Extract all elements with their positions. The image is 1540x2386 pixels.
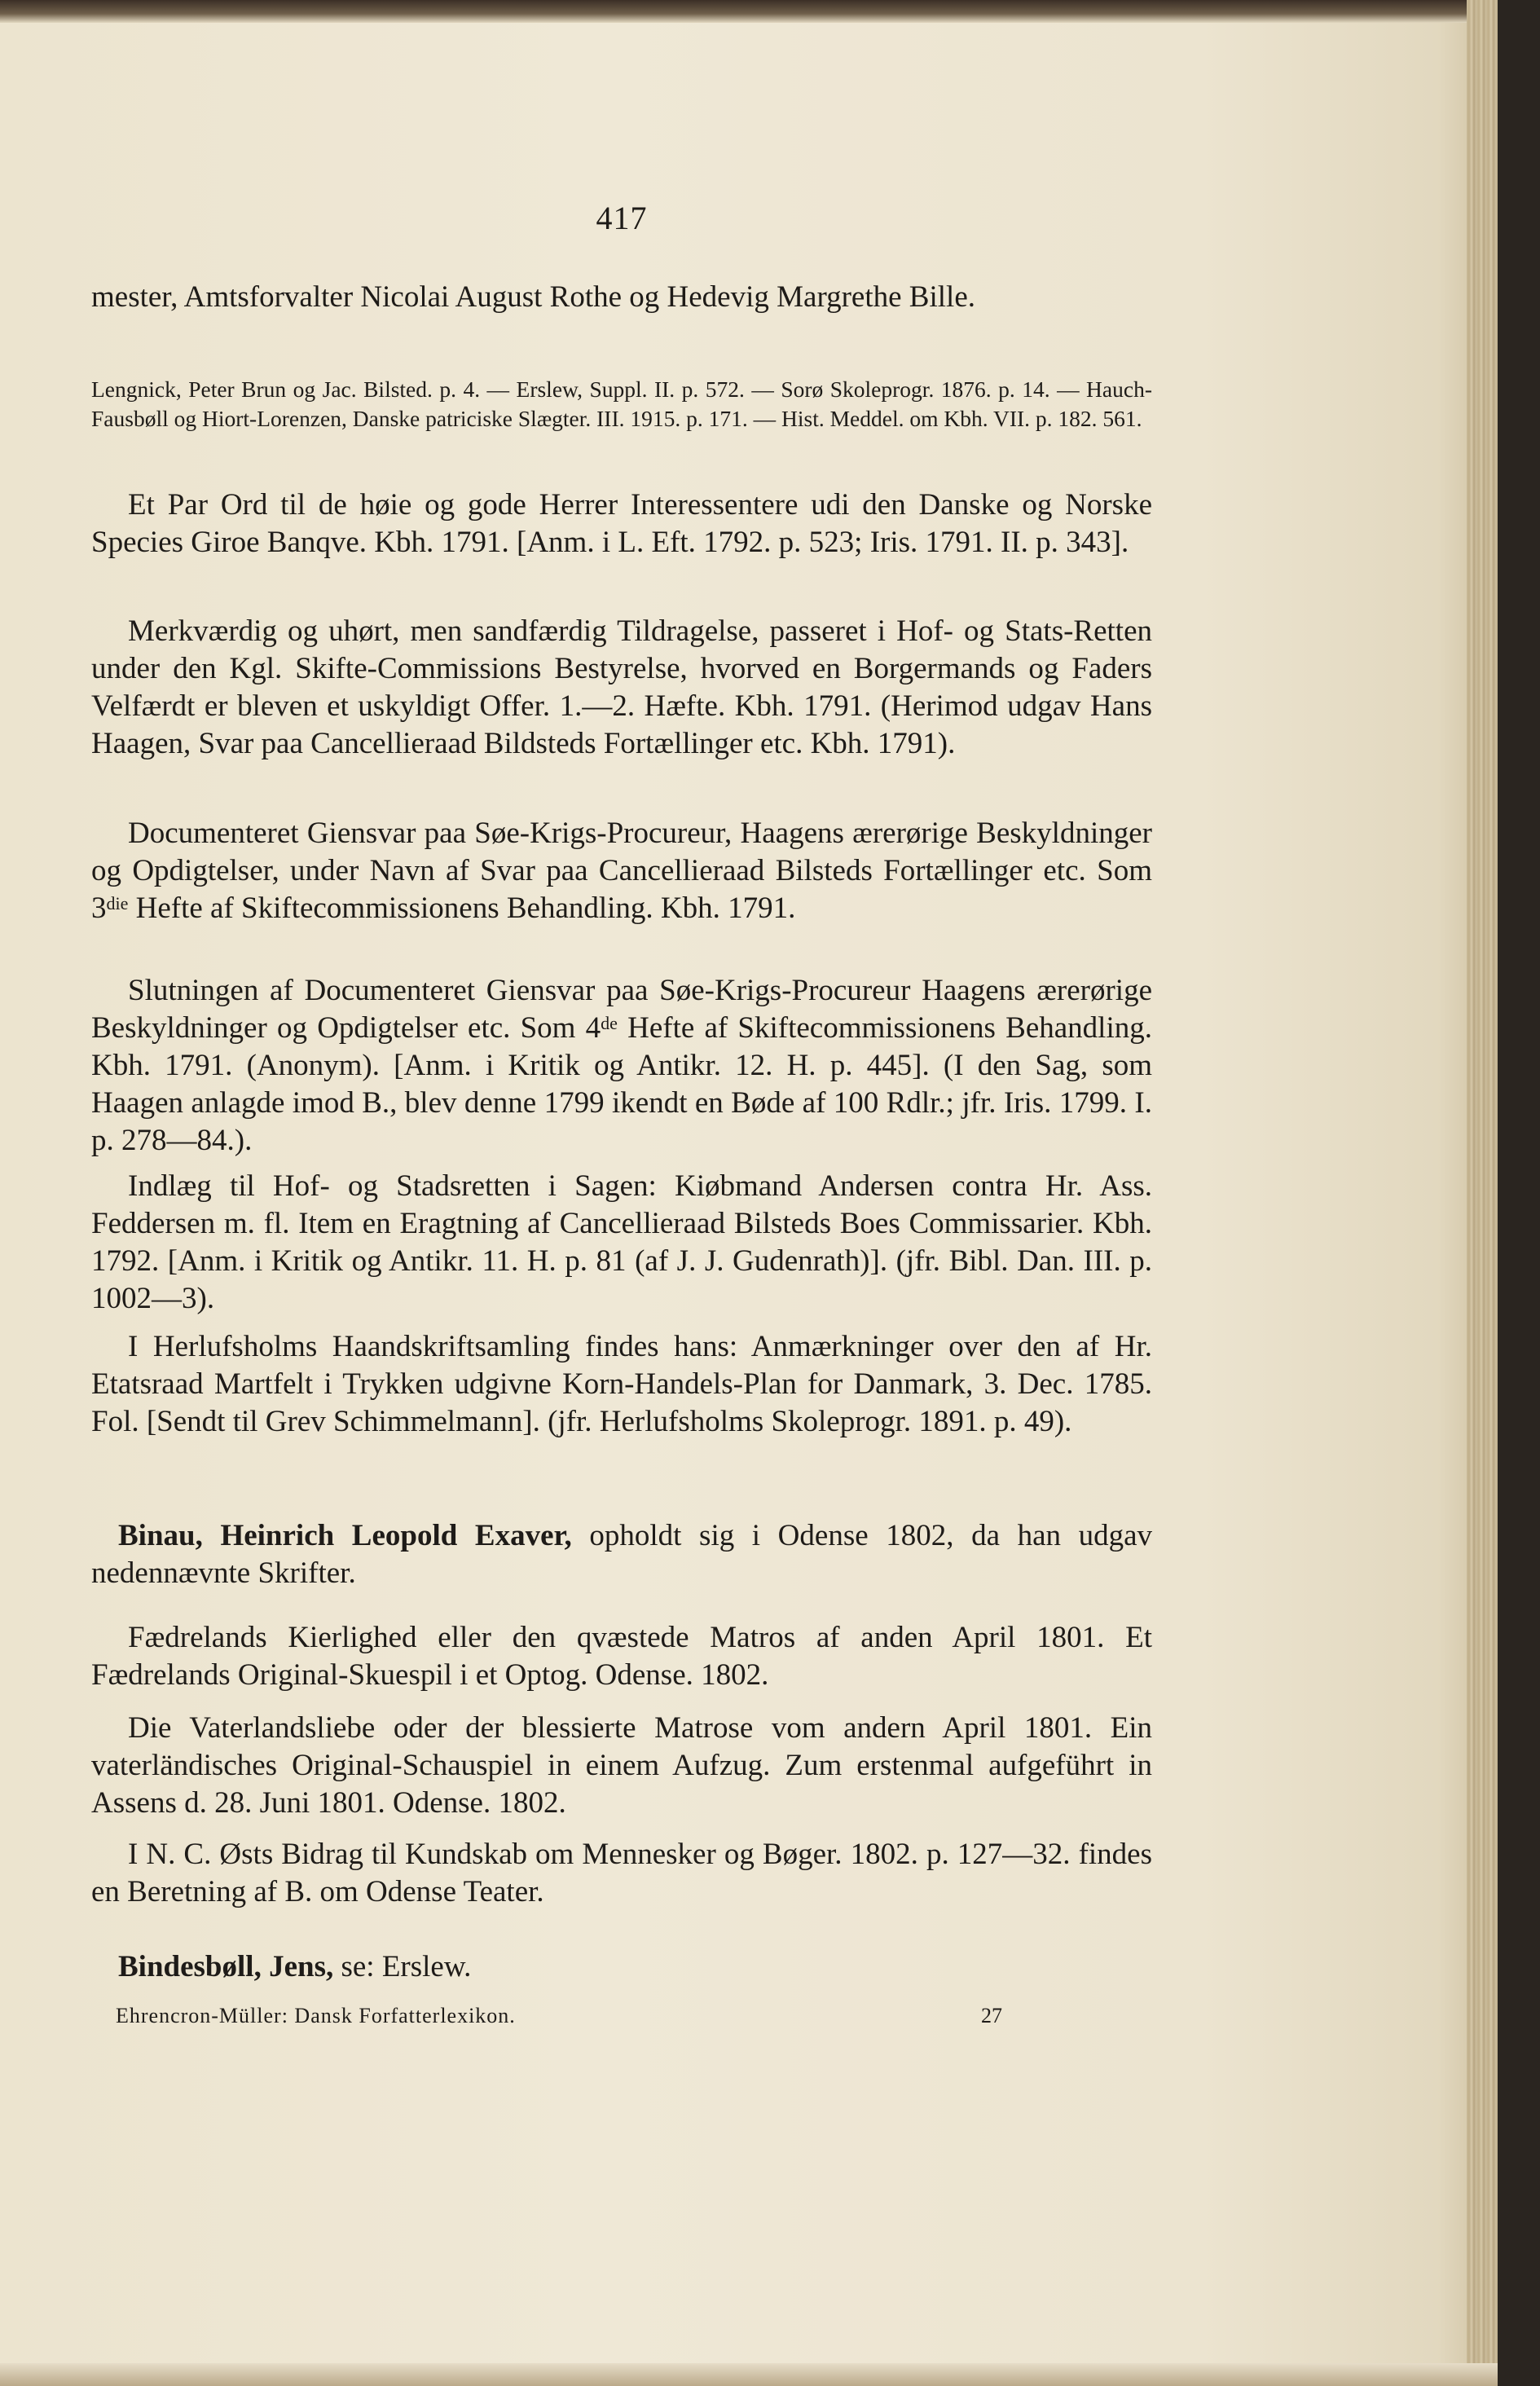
superscript-ordinal: die bbox=[106, 893, 129, 913]
bibliography-entry bbox=[91, 1710, 1152, 1822]
bibliography-entry bbox=[91, 815, 1152, 927]
author-entry-binau bbox=[91, 1517, 1152, 1592]
paragraph-text: I N. C. Østs Bidrag til Kundskab om Mennesker og Bøger. 1802. p. 127—32. findes en Beretning af B. om Odense Teater. bbox=[91, 1838, 1152, 1908]
entry-continuation bbox=[91, 279, 1152, 316]
bibliography-entry bbox=[91, 1168, 1152, 1318]
paragraph-text: Fædrelands Kierlighed eller den qvæstede Matros af anden April 1801. Et Fædrelands Original-Skuespil i et Optog. Odense. 1802. bbox=[91, 1621, 1152, 1692]
paragraph-text: Slutningen af Documenteret Giensvar paa Søe-Krigs-Procureur Haagens ærerørige Beskyldninger og Opdigtelser etc. Som 4 bbox=[91, 974, 1152, 1045]
references-paragraph bbox=[91, 375, 1152, 434]
signature-line: Ehrencron-Müller: Dansk Forfatterlexikon. bbox=[116, 2004, 516, 2027]
scan-top-edge bbox=[0, 0, 1498, 23]
bibliography-entry bbox=[91, 972, 1152, 1160]
paragraph-text: Merkværdig og uhørt, men sandfærdig Tildragelse, passeret i Hof- og Stats-Retten under den Kgl. Skifte-Commissions Bestyrelse, hvorved en Borgermands og Faders Velfærdt er bleven et uskyldigt Offer. 1.—2. Hæfte. Kbh. 1791. (Herimod udgav Hans Haagen, Svar paa Cancellieraad Bildsteds Fortællinger etc. Kbh. 1791). bbox=[91, 614, 1152, 760]
author-name: Bindesbøll, Jens, bbox=[118, 1950, 334, 1983]
author-entry-bindesboll bbox=[91, 1948, 1152, 1986]
paragraph-text: Lengnick, Peter Brun og Jac. Bilsted. p. 4. — Erslew, Suppl. II. p. 572. — Sorø Skoleprogr. 1876. p. 14. — Hauch-Fausbøll og Hiort-Lorenzen, Danske patriciske Slægter. III. 1915. p. 171. — Hist. Meddel. om Kbh. VII. p. 182. 561. bbox=[91, 376, 1152, 431]
paragraph-text: Indlæg til Hof- og Stadsretten i Sagen: Kiøbmand Andersen contra Hr. Ass. Feddersen m. fl. Item en Eragtning af Cancellieraad Bilsteds Boes Commissarier. Kbh. 1792. [Anm. i Kritik og Antikr. 11. H. p. 81 (af J. J. Gudenrath)]. (jfr. Bibl. Dan. III. p. 1002—3). bbox=[91, 1169, 1152, 1315]
bibliography-entry bbox=[91, 486, 1152, 561]
paragraph-text: Documenteret Giensvar paa Søe-Krigs-Procureur, Haagens ærerørige Beskyldninger og Opdigtelser, under Navn af Svar paa Cancellieraad Bilsteds Fortællinger etc. Som 3 bbox=[91, 817, 1152, 925]
page-number: 417 bbox=[596, 200, 648, 236]
bibliography-entry bbox=[91, 1328, 1152, 1441]
superscript-ordinal: de bbox=[601, 1013, 618, 1033]
bibliography-entry bbox=[91, 1619, 1152, 1694]
signature-number: 27 bbox=[981, 2004, 1002, 2027]
scan-bottom-edge bbox=[0, 2363, 1498, 2386]
paragraph-text: mester, Amtsforvalter Nicolai August Rothe og Hedevig Margrethe Bille. bbox=[91, 280, 975, 314]
paragraph-text: Hefte af Skiftecommissionens Behandling. Kbh. 1791. (Anonym). [Anm. i Kritik og Antikr. 12. H. p. 445]. (I den Sag, som Haagen anlagde imod B., blev denne 1799 ikendt en Bøde af 100 Rdlr.; jfr. Iris. 1799. I. p. 278—84.). bbox=[91, 1011, 1152, 1157]
author-description: se: Erslew. bbox=[333, 1950, 472, 1983]
page-stack-edge bbox=[1467, 0, 1498, 2386]
paragraph-text: Et Par Ord til de høie og gode Herrer Interessentere udi den Danske og Norske Species Giroe Banqve. Kbh. 1791. [Anm. i L. Eft. 1792. p. 523; Iris. 1791. II. p. 343]. bbox=[91, 488, 1152, 559]
author-name: Binau, Heinrich Leopold Exaver, bbox=[118, 1519, 572, 1552]
author-description: opholdt sig i Odense 1802, da han udgav nedennævnte Skrifter. bbox=[91, 1519, 1153, 1590]
paragraph-text: Hefte af Skiftecommissionens Behandling. Kbh. 1791. bbox=[128, 891, 796, 925]
paragraph-text: I Herlufsholms Haandskriftsamling findes hans: Anmærkninger over den af Hr. Etatsraad Martfelt i Trykken udgivne Korn-Handels-Plan for Danmark, 3. Dec. 1785. Fol. [Sendt til Grev Schimmelmann]. (jfr. Herlufsholms Skoleprogr. 1891. p. 49). bbox=[91, 1330, 1152, 1438]
paragraph-text: Die Vaterlandsliebe oder der blessierte Matrose vom andern April 1801. Ein vaterländisches Original-Schauspiel in einem Aufzug. Zum erstenmal aufgeführt in Assens d. 28. Juni 1801. Odense. 1802. bbox=[91, 1711, 1152, 1820]
bibliography-entry bbox=[91, 613, 1152, 763]
bibliography-entry bbox=[91, 1836, 1152, 1911]
